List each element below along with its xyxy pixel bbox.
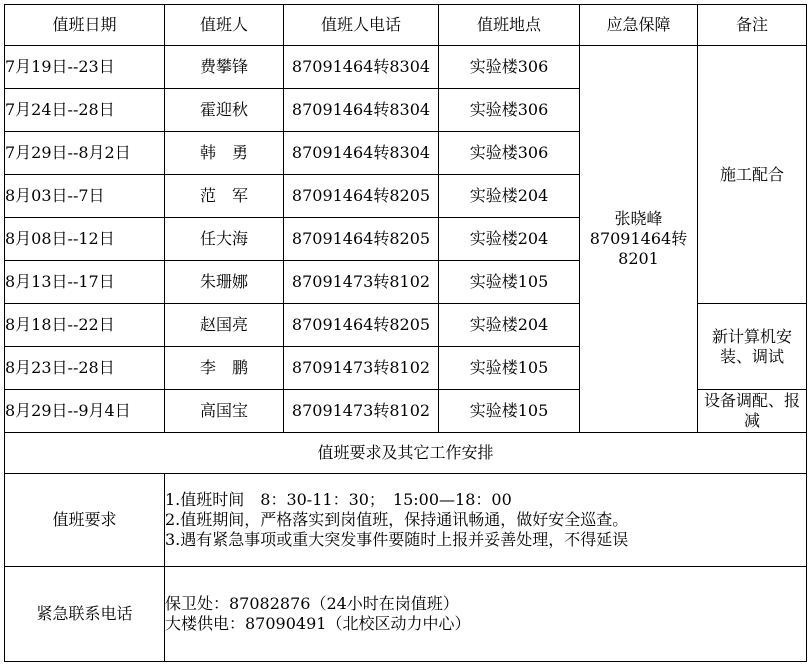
- arrangement-title: 值班要求及其它工作安排: [5, 433, 807, 474]
- arrangement-title-row: [5, 433, 807, 474]
- duty-person: 霍迎秋: [165, 89, 284, 132]
- duty-person: 范 军: [165, 175, 284, 218]
- header-notes: 备注: [698, 5, 807, 46]
- duty-phone: 87091464转8304: [284, 89, 439, 132]
- emergency-row: [5, 567, 807, 662]
- duty-phone: 87091473转8102: [284, 347, 439, 390]
- emergency-contacts-body: [165, 567, 807, 662]
- guard-name: 张晓峰: [614, 209, 663, 228]
- note-text: 施工配合: [719, 164, 784, 184]
- duty-phone: 87091464转8205: [284, 175, 439, 218]
- duty-place: 实验楼306: [439, 132, 580, 175]
- duty-date: 8月03日--7日: [5, 175, 165, 218]
- requirement-line: 3.遇有紧急事项或重大突发事件要随时上报并妥善处理，不得延误: [165, 530, 629, 549]
- duty-person: 高国宝: [165, 390, 284, 433]
- duty-phone: 87091473转8102: [284, 261, 439, 304]
- duty-schedule-sheet: [4, 4, 806, 662]
- duty-date: 8月23日--28日: [5, 347, 165, 390]
- duty-phone: 87091464转8304: [284, 132, 439, 175]
- header-date: 值班日期: [5, 5, 165, 46]
- duty-person: 朱珊娜: [165, 261, 284, 304]
- duty-place: 实验楼105: [439, 347, 580, 390]
- emergency-contact-line: 保卫处：87082876（24小时在岗值班）: [165, 594, 459, 613]
- note-cell: [698, 46, 807, 304]
- emergency-support-contact: [580, 46, 698, 433]
- duty-date: 8月13日--17日: [5, 261, 165, 304]
- duty-place: 实验楼306: [439, 46, 580, 89]
- requirement-line: 2.值班期间，严格落实到岗值班，保持通讯畅通，做好安全巡查。: [165, 510, 629, 529]
- note-text: 新计算机安装、调试: [711, 326, 792, 366]
- duty-person: 任大海: [165, 218, 284, 261]
- duty-person: 费攀锋: [165, 46, 284, 89]
- duty-date: 8月29日--9月4日: [5, 390, 165, 433]
- duty-phone: 87091464转8205: [284, 304, 439, 347]
- duty-place: 实验楼204: [439, 304, 580, 347]
- duty-phone: 87091464转8205: [284, 218, 439, 261]
- duty-date: 8月08日--12日: [5, 218, 165, 261]
- duty-person: 韩 勇: [165, 132, 284, 175]
- note-cell: [698, 390, 807, 433]
- duty-phone: 87091464转8304: [284, 46, 439, 89]
- duty-date: 7月29日--8月2日: [5, 132, 165, 175]
- duty-date: 7月19日--23日: [5, 46, 165, 89]
- header-row: [5, 5, 807, 46]
- duty-person: 李 鹏: [165, 347, 284, 390]
- table-row: [5, 46, 807, 89]
- duty-date: 8月18日--22日: [5, 304, 165, 347]
- requirements-label: 值班要求: [5, 474, 165, 567]
- requirements-row: [5, 474, 807, 567]
- duty-place: 实验楼105: [439, 261, 580, 304]
- requirement-line: 1.值班时间 8：30-11：30； 15:00—18：00: [165, 490, 512, 509]
- note-text: 设备调配、报减: [703, 391, 800, 430]
- duty-place: 实验楼105: [439, 390, 580, 433]
- header-phone: 值班人电话: [284, 5, 439, 46]
- guard-phone: 87091464转8201: [589, 229, 688, 268]
- note-cell: [698, 304, 807, 390]
- duty-date: 7月24日--28日: [5, 89, 165, 132]
- emergency-contacts-label: 紧急联系电话: [5, 567, 165, 662]
- header-emergency-support: 应急保障: [580, 5, 698, 46]
- duty-place: 实验楼306: [439, 89, 580, 132]
- duty-place: 实验楼204: [439, 218, 580, 261]
- duty-schedule-table: [4, 4, 807, 662]
- header-place: 值班地点: [439, 5, 580, 46]
- header-person: 值班人: [165, 5, 284, 46]
- duty-phone: 87091473转8102: [284, 390, 439, 433]
- duty-place: 实验楼204: [439, 175, 580, 218]
- emergency-contact-line: 大楼供电：87090491（北校区动力中心）: [165, 614, 471, 633]
- requirements-body: [165, 474, 807, 567]
- duty-person: 赵国亮: [165, 304, 284, 347]
